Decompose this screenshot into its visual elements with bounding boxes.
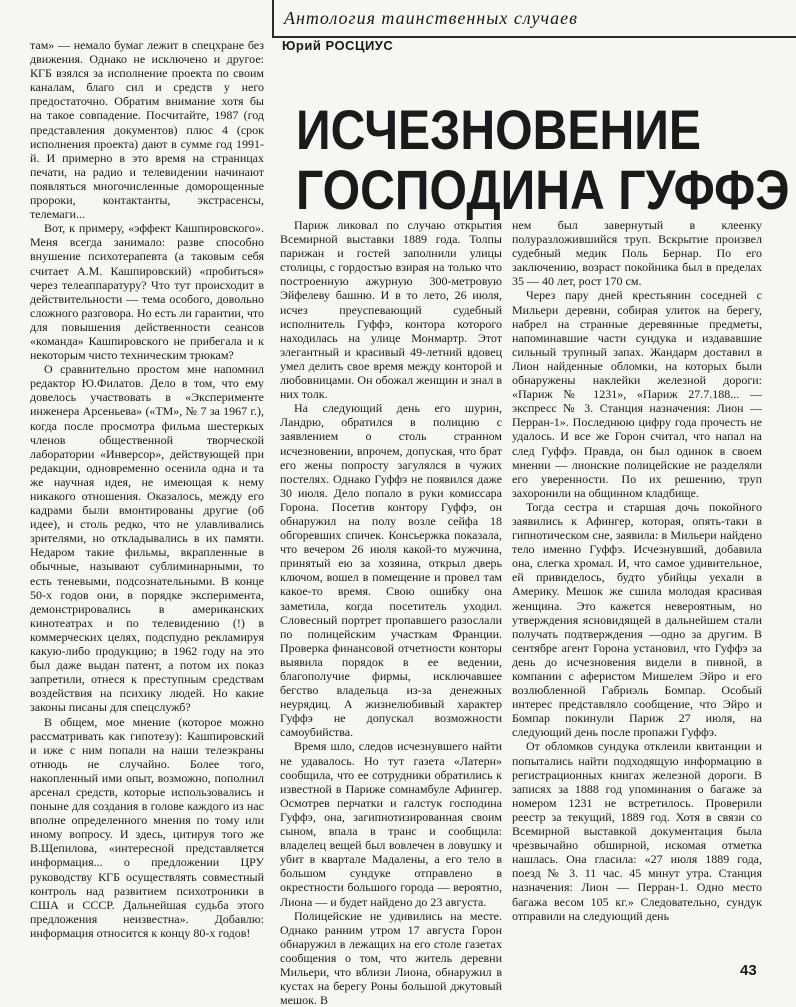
paragraph: Время шло, следов исчезнувшего найти не удавалось. Но тут газета «Латерн» сообщила, что ее сотрудники обратились к известной в Париже сомнамбуле Афингер. Осмотрев перчатки и галстук господина Гуффэ, она, загипнотизированная своим сыном, впала в транс и сообщила: владелец вещей был вовлечен в ловушку и убит в квартале Мадалены, а его тело в большом сундуке отправлено в окрестности большого города — вероятно, Лиона — и будет найдено до 23 августа.: [280, 739, 502, 909]
page-number: 43: [740, 962, 757, 979]
author-name: Юрий РОСЦИУС: [282, 38, 394, 53]
paragraph: Тогда сестра и старшая дочь покойного заявились к Афингер, которая, опять-таки в гипнотическом сне, заявила: в Мильери найдено тело именно Гуффэ. Исчезнувший, добавила она, слегка хромал. И, что самое удивительное, ей привиделось, будто убийцы уехали в Америку. Мешок же сшила молодая красивая женщина. Это кажется невероятным, но утверждения ясновидящей в дальнейшем стали получать подтверждения —одно за другим. В сентябре агент Горона установил, что Гуффэ за день до исчезновения видели в пивной, в компании с аферистом Мишелем Эйро и его возлюбленной Габриэль Бомпар. Особый интерес представляло сообщение, что Эйро и Бомпар покинули Париж 27 июля, на следующий день после пропажи Гуффэ.: [512, 499, 762, 740]
paragraph: там» — немало бумаг лежит в спецхране без движения. Однако не исключено и другое: КГБ взялся за исполнение проекта по своим каналам, благо сил и средств у него предостаточно. Обратим внимание хотя бы на такое совпадение. Посчитайте, 1987 (год представления документов) плюс 4 (срок исполнения проекта) дают в сумме год 1991-й. И примерно в это время на страницах печати, на радио и телевидении начинают появляться многочисленные доморощенные пророки, контактанты, экстрасенсы, телемаги...: [30, 38, 264, 222]
paragraph: Полицейские не удивились на месте. Однако ранним утром 17 августа Горон обнаружил в лежащих на его столе газетах сообщения о том, что житель деревни Мильери, что вблизи Лиона, обнаружил в кустах на берегу Роны большой джутовый мешок. В: [280, 908, 502, 1007]
paragraph: нем был завернутый в клеенку полуразложившийся труп. Вскрытие произвел судебный медик Поль Бернар. По его заключению, возраст покойника был в пределах 35 — 40 лет, рост 170 см.: [512, 218, 762, 289]
title-line-2: ГОСПОДИНА ГУФФЭ: [296, 158, 790, 221]
paragraph: От обломков сундука отклеили квитанции и попытались найти подходящую информацию в регистрационных книгах железной дороги. В записях за 1888 год упоминания о багаже за номером 1231 не встретилось. Проверили реестр за текущий, 1889 год. Хотя в связи со Всемирной выставкой документация была чрезвычайно обширной, искомая отметка нашлась. Она гласила: «27 июля 1889 года, поезд № 3. 11 час. 45 минут утра. Станция назначения: Лион — Перран-1. Одно место багажа весом 105 кг.» Следовательно, сундук отправили на следующий день: [512, 739, 762, 923]
paragraph: В общем, мое мнение (которое можно рассматривать как гипотезу): Кашпировский и иже с ним попали на наши телеэкраны отнюдь не случайно. Более того, накопленный ими опыт, возможно, пополнил арсенал средств, которые использовались и поныне для создания в голове каждого из нас вполне определенного мнения по тому или иному вопросу. И здесь, цитируя того же В.Щепилова, «интересной представляется информация... о предложении ЦРУ руководству КГБ осуществлять совместный контроль над развитием психотроники в США и СССР. Дальнейшая судьба этого предложения неизвестна». Добавлю: информация относится к концу 80-х годов!: [30, 714, 264, 940]
text-column-1: [30, 38, 264, 978]
paragraph: Вот, к примеру, «эффект Кашпировского». Меня всегда занимало: разве способно внушение психотерапевта (а таковым себя считает А.М. Кашпировский) «пробиться» через телеаппаратуру? Что тут происходит в действительности — тема особого, довольно сложного разговора. Но есть ли гарантии, что для повышения действенности сеансов «команда» Кашпировского не прибегала и к некоторым чисто техническим трюкам?: [30, 221, 264, 363]
series-title: Антология таинственных случаев: [284, 8, 578, 28]
paragraph: Через пару дней крестьянин соседней с Мильери деревни, собирая улиток на берегу, набрел на странные деревянные предметы, напоминавшие части сундука и издававшие сильный трупный запах. Жандарм доставил в Лион найденные обломки, на которых были обнаружены наклейки железной дороги: «Париж № 1231», «Париж 27.7.188... — экспресс № 3. Станция назначения: Лион — Перран-1». Последнюю цифру года прочесть не удалось. И все же Горон считал, что напал на след Гуффэ. Правда, он был одинок в своем мнении — лионские полицейские не разделяли его уверенности. По их решению, труп захоронили на общинном кладбище.: [512, 288, 762, 500]
paragraph: О сравнительно простом мне напомнил редактор Ю.Филатов. Дело в том, что ему довелось участвовать в «Эксперименте инженера Арсеньева» («ТМ», № 7 за 1967 г.), когда после просмотра фильма шестеркых членов общественной творческой лаборатории «Инверсор», действующей при редакции, одновременно осенила одна и та же научная идея, не имеющая к нему никакого отношения. Оказалось, между его кадрами были вмонтированы другие (об идее), и столь редко, что не улавливались зрителями, но откладывались в их памяти. Недаром такие фильмы, вкрапленные в обычные, называют сублиминарными, то есть теневыми, подсознательными. В конце 50-х годов они, в порядке эксперимента, демонстрировались в американских кинотеатрах и по телевидению (!) в коммерческих целях, подспудно рекламируя какую-либо продукцию; в 1962 году на это был даже выдан патент, а потом их показ запретили, отнеся к преступным средствам воздействия на психику людей. Но какие законы писаны для спецслужб?: [30, 362, 264, 715]
text-column-2: [280, 218, 502, 1007]
paragraph: Париж ликовал по случаю открытия Всемирной выставки 1889 года. Толпы парижан и гостей заполнили улицы столицы, с гордостью взирая на только что построенную ажурную 300-метровую Эйфелеву башню. И в то лето, 26 июля, исчез преуспевающий судебный исполнитель Гуффэ, контора которого находилась на улице Монмартр. Этот элегантный и красивый 49-летний вдовец умел делить свое время между конторой и любовницами. Он обожал женщин и знал в них толк.: [280, 218, 502, 402]
article-title: [296, 98, 790, 221]
title-line-1: ИСЧЕЗНОВЕНИЕ: [296, 98, 701, 161]
text-column-3: [512, 218, 762, 978]
paragraph: На следующий день его шурин, Ландрю, обратился в полицию с заявлением о столь странном исчезновении, впрочем, допуская, что брат его жены попросту загулялся в чужих постелях. Однако Гуффэ не появился даже 30 июля. Дело попало в руки комиссара Горона. Посетив контору Гуффэ, он обнаружил на полу возле сейфа 18 обгоревших спичек. Консьержка показала, что вечером 26 июля какой-то мужчина, принятый ею за хозяина, открыл дверь ключом, вошел в помещение и провел там какое-то время. Свою ошибку она заметила, когда посетитель уходил. Словесный портрет пропавшего разослали по полицейским участкам Франции. Проверка финансовой отчетности конторы выявила порядок в ее ведении, благополучие фирмы, исключавшее бегство владельца из-за денежных неурядиц. А жизнелюбивый характер Гуффэ не допускал возможности самоубийства.: [280, 401, 502, 740]
